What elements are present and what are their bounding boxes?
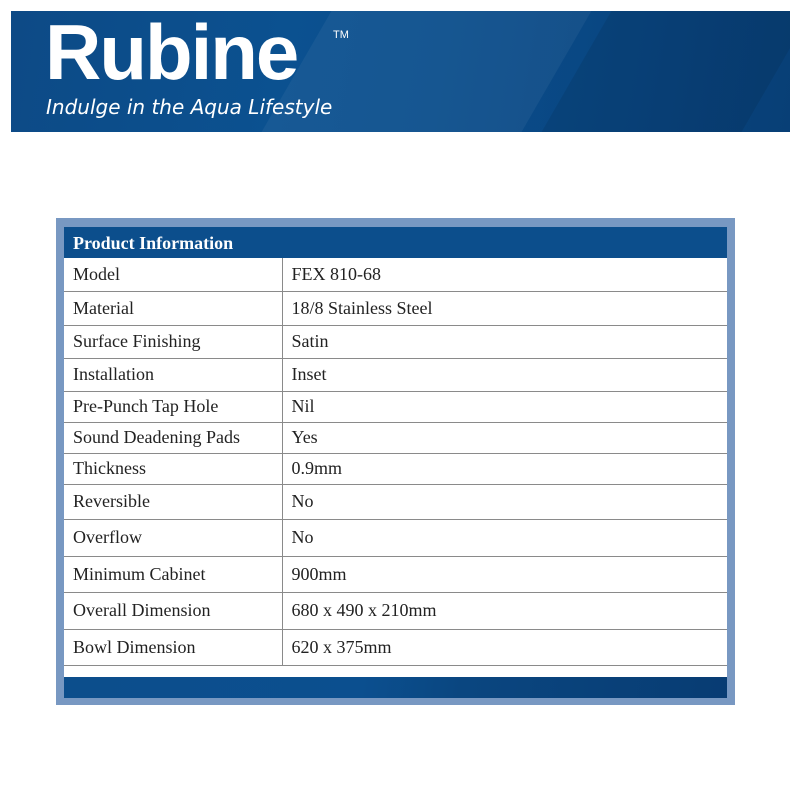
table-row [64,484,727,519]
row-label: Surface Finishing [64,325,282,358]
row-label: Overall Dimension [64,592,282,629]
row-value: Satin [282,325,727,358]
product-info-table [64,258,727,666]
row-value: No [282,484,727,519]
table-row [64,629,727,665]
row-value: No [282,519,727,556]
row-label: Thickness [64,453,282,484]
product-info-frame [56,218,735,705]
table-footer-band [64,677,727,698]
row-label: Overflow [64,519,282,556]
row-label: Sound Deadening Pads [64,422,282,453]
row-value: Inset [282,358,727,391]
row-label: Pre-Punch Tap Hole [64,391,282,422]
table-row [64,453,727,484]
brand-banner [11,11,790,132]
table-row [64,325,727,358]
row-label: Minimum Cabinet [64,556,282,592]
table-row [64,519,727,556]
table-row [64,556,727,592]
row-value: 900mm [282,556,727,592]
table-row [64,422,727,453]
row-label: Model [64,258,282,291]
table-row [64,291,727,325]
table-header: Product Information [64,227,727,258]
trademark-mark: TM [333,29,349,41]
row-value: 0.9mm [282,453,727,484]
brand-logo: Rubine [45,11,298,96]
row-value: Yes [282,422,727,453]
brand-tagline: Indulge in the Aqua Lifestyle [46,95,333,119]
row-label: Material [64,291,282,325]
row-label: Bowl Dimension [64,629,282,665]
row-value: FEX 810-68 [282,258,727,291]
table-row [64,391,727,422]
product-info-panel [64,227,727,698]
row-value: Nil [282,391,727,422]
row-label: Installation [64,358,282,391]
table-row [64,592,727,629]
row-value: 18/8 Stainless Steel [282,291,727,325]
row-label: Reversible [64,484,282,519]
table-row [64,258,727,291]
row-value: 620 x 375mm [282,629,727,665]
table-row [64,358,727,391]
row-value: 680 x 490 x 210mm [282,592,727,629]
